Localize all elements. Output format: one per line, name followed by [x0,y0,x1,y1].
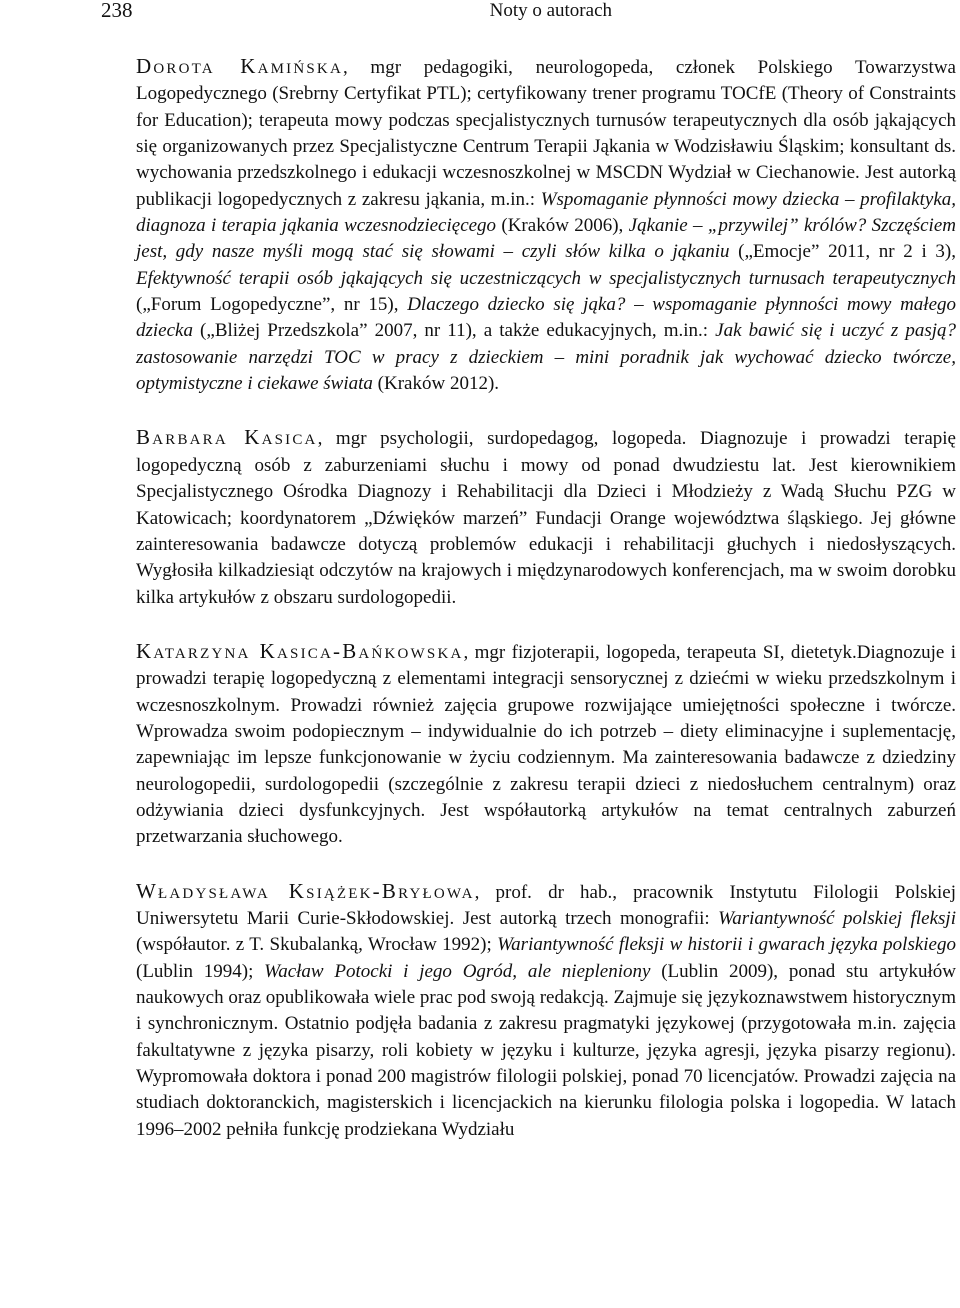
author-entry-kaminska [136,53,956,397]
page-number: 238 [101,0,133,22]
author-name: Barbara Kasica [136,425,318,450]
bio-text: (Lublin 2009), ponad stu artykułów naukowych oraz opublikowała wiele prac pod swoją redakcją. Zajmuje się językoznawstwem historycznym i synchronicznym. Ostatnio podjęła badania z zakresu pragmatyki językowej (przygotowała m.in. zajęcia fakultatywne z języka pisarzy, roli kobiety w języku i kulturze, języka agresji, języka pisarzy regionu). Wypromowała doktora i ponad 200 magistrów filologii polskiej, ponad 70 licencjatów. Prowadzi zajęcia na studiach doktoranckich, magisterskich i licencjackich na kierunku filologia polska i logopedia. W latach 1996–2002 pełniła funkcję prodziekana Wydziału [136,960,957,1140]
bio-text: (Kraków 2006), [496,215,629,237]
bio-text: (Kraków 2012). [372,373,500,395]
author-entry-kasica [136,424,956,610]
author-name: Władysława Książek-Bryłowa [136,878,475,903]
bio-text: (Lublin 1994); [136,960,265,982]
author-notes [136,53,956,1143]
author-name: Dorota Kamińska [136,54,343,78]
bio-text: (współautor. z T. Skubalanką, Wrocław 1992); [136,934,498,956]
publication-title: Jąkanie – „przywilej” królów? Szczęściem jest, gdy nasze myśli mogą stać się słowami – czyli słów kilka o jąkaniu [136,215,956,263]
publication-title: Wariantywność polskiej fleksji [718,907,956,929]
running-title: Noty o autorach [489,0,612,21]
author-entry-kasica-bankowska [136,638,956,851]
author-entry-ksiazek-brylowa [136,878,956,1143]
bio-text: , mgr psychologii, surdopedagog, logopeda. Diagnozuje i prowadzi terapię logopedyczną osób z zaburzeniami słuchu i mowy od ponad dwudziestu lat. Jest kierownikiem Specjalistycznego Ośrodka Diagnozy i Rehabilitacji dla Dzieci i Młodzieży z Wadą Słuchu PZG w Katowicach; koordynatorem „Dźwięków marzeń” Fundacji Orange województwa śląskiego. Jej główne zainteresowania badawcze dotyczą problemów edukacji i rehabilitacji głuchych i niedosłyszących. Wygłosiła kilkadziesiąt odczytów na krajowych i międzynarodowych konferencjach, ma w swoim dorobku kilka artykułów z obszaru surdologopedii. [136,428,956,608]
publication-title: Wspomaganie płynności mowy dziecka – profilaktyka, diagnoza i terapia jąkania wczesnodziecięcego [136,188,957,237]
publication-title: Efektywność terapii osób jąkających się uczestniczących w specjalistycznych turnusach terapeutycznych [136,267,956,289]
author-name: Katarzyna Kasica-Bańkowska [136,638,464,663]
publication-title: Dlaczego dziecko się jąka? – wspomaganie płynności mowy małego dziecka [136,294,956,342]
publication-title: Wacław Potocki i jego Ogród, ale niepleniony [264,960,651,982]
bio-text: , prof. dr hab., pracownik Instytutu Filologii Polskiej Uniwersytetu Marii Curie-Skłodowskiej. Jest autorką trzech monografii: [136,881,956,929]
bio-text: („Bliżej Przedszkola” 2007, nr 11), a także edukacyjnych, m.in.: [192,320,716,342]
bio-text: , mgr pedagogiki, neurologopeda, członek Polskiego Towarzystwa Logopedycznego (Srebrny Certyfikat PTL); certyfikowany trener programu TOCfE (Theory of Constraints for Education); terapeuta mowy podczas specjalistycznych turnusów terapeutycznych dla osób jąkających się organizowanych przez Specjalistyczne Centrum Terapii Jąkania w Wodzisławiu Śląskim; konsultant ds. wychowania przedszkolnego i edukacji wczesnoszkolnej w MSCDN Wydział w Ciechanowie. Jest autorką publikacji logopedycznych z zakresu jąkania, m.in.: [136,57,956,210]
publication-title: Wariantywność fleksji w historii i gwarach języka polskiego [497,934,956,956]
bio-text: („Emocje” 2011, nr 2 i 3), [729,241,956,263]
bio-text: , mgr fizjoterapii, logopeda, terapeuta SI, dietetyk.Diagnozuje i prowadzi terapię logopedyczną z elementami integracji sensorycznej z dziećmi w wieku przedszkolnym i wczesnoszkolnym. Prowadzi również zajęcia grupowe rozwijające umiejętności społeczne i twórcze. Wprowadza swoim podopiecznym – indywidualnie do ich potrzeb – diety eliminacyjne i suplementację, zapewniając im lepsze funkcjonowanie w życiu codziennym. Ma zainteresowania badawcze z dziedziny neurologopedii, surdologopedii (szczególnie z zakresu terapii dzieci z niedosłuchem centralnym) oraz odżywiania dzieci dysfunkcyjnych. Jest współautorką artykułów na temat centralnych zaburzeń przetwarzania słuchowego. [136,641,956,848]
publication-title: Jak bawić się i uczyć z pasją? zastosowanie narzędzi TOC w pracy z dzieckiem – mini poradnik jak wychować dziecko twórcze, optymistyczne i ciekawe świata [136,320,956,395]
bio-text: („Forum Logopedyczne”, nr 15), [136,294,408,316]
